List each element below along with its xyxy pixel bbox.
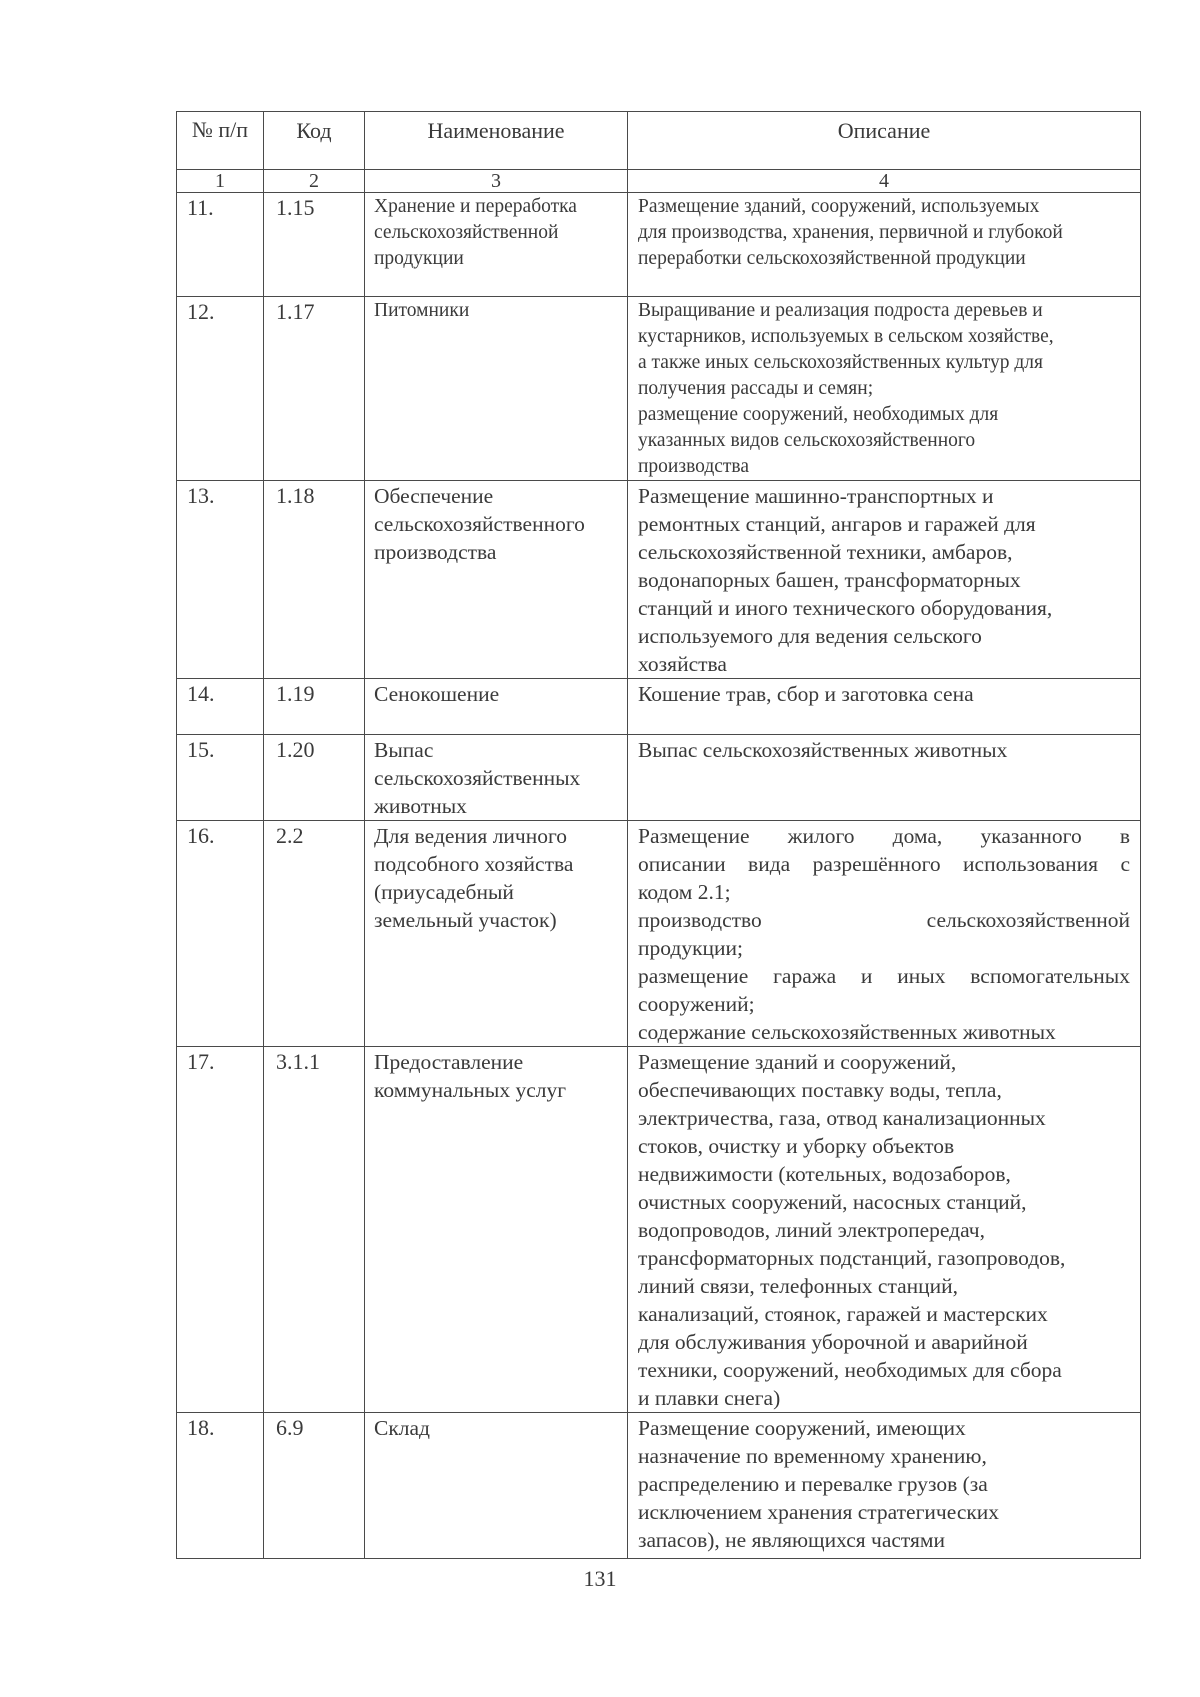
desc-line: Размещение сооружений, имеющих — [638, 1416, 966, 1440]
desc-line: недвижимости (котельных, водозаборов, — [638, 1162, 1011, 1186]
name-line: Обеспечение — [374, 484, 494, 508]
desc-line: водопроводов, линий электропередач, — [638, 1218, 985, 1242]
desc-line: сельскохозяйственной техники, амбаров, — [638, 540, 1013, 564]
desc-line: производство сельскохозяйственной — [638, 908, 1130, 932]
row-code: 1.15 — [264, 193, 365, 297]
name-line: животных — [374, 794, 467, 818]
header-row — [177, 112, 1141, 170]
row-num: 15. — [177, 735, 264, 821]
row-num: 17. — [177, 1047, 264, 1413]
desc-line: производства — [638, 456, 750, 477]
desc-line: и плавки снега) — [638, 1386, 781, 1410]
name-line: Предоставление — [374, 1050, 524, 1074]
desc-line: размещение сооружений, необходимых для — [638, 404, 999, 425]
column-number: 1 — [177, 170, 264, 193]
desc-line: кустарников, используемых в сельском хозяйстве, — [638, 326, 1054, 347]
row-code: 1.20 — [264, 735, 365, 821]
table-row — [177, 821, 1141, 1047]
name-line: Выпас — [374, 738, 434, 762]
desc-line: Кошение трав, сбор и заготовка сена — [638, 682, 974, 706]
desc-line: запасов), не являющихся частями — [638, 1528, 946, 1552]
desc-line: используемого для ведения сельского — [638, 624, 982, 648]
desc-line: Размещение зданий, сооружений, используемых — [638, 196, 1040, 217]
row-description — [628, 679, 1141, 735]
desc-line: размещение гаража и иных вспомогательных — [638, 964, 1130, 988]
name-line: сельскохозяйственных — [374, 766, 581, 790]
name-line: земельный участок) — [374, 908, 557, 932]
name-line: Для ведения личного — [374, 824, 568, 848]
row-description — [628, 297, 1141, 481]
header-code: Код — [264, 112, 365, 170]
desc-line: описании вида разрешённого использования с — [638, 852, 1130, 876]
row-name — [365, 679, 628, 735]
column-number-row — [177, 170, 1141, 193]
desc-line: кодом 2.1; — [638, 880, 731, 904]
desc-line: продукции; — [638, 936, 744, 960]
row-num: 14. — [177, 679, 264, 735]
row-name — [365, 297, 628, 481]
table-row — [177, 735, 1141, 821]
desc-line: исключением хранения стратегических — [638, 1500, 1000, 1524]
name-line: Питомники — [374, 300, 470, 321]
desc-line: назначение по временному хранению, — [638, 1444, 987, 1468]
desc-line: водонапорных башен, трансформаторных — [638, 568, 1021, 592]
row-name — [365, 193, 628, 297]
row-num: 18. — [177, 1413, 264, 1559]
desc-line: канализаций, стоянок, гаражей и мастерских — [638, 1302, 1048, 1326]
header-num: № п/п — [177, 112, 264, 170]
row-code: 1.19 — [264, 679, 365, 735]
desc-line: очистных сооружений, насосных станций, — [638, 1190, 1027, 1214]
table-row — [177, 481, 1141, 679]
row-description — [628, 481, 1141, 679]
name-line: Хранение и переработка — [374, 196, 577, 217]
name-line: сельскохозяйственного — [374, 512, 585, 536]
row-num: 13. — [177, 481, 264, 679]
desc-line: трансформаторных подстанций, газопроводов, — [638, 1246, 1066, 1270]
name-line: коммунальных услуг — [374, 1078, 567, 1102]
name-line: продукции — [374, 248, 464, 269]
row-name — [365, 735, 628, 821]
desc-line: для производства, хранения, первичной и глубокой — [638, 222, 1063, 243]
desc-line: хозяйства — [638, 652, 727, 676]
row-name — [365, 1413, 628, 1559]
desc-line: Размещение жилого дома, указанного в — [638, 824, 1130, 848]
row-description — [628, 735, 1141, 821]
name-line: сельскохозяйственной — [374, 222, 559, 243]
desc-line: ремонтных станций, ангаров и гаражей для — [638, 512, 1036, 536]
desc-line: линий связи, телефонных станций, — [638, 1274, 959, 1298]
desc-line: распределению и перевалке грузов (за — [638, 1472, 988, 1496]
desc-line: указанных видов сельскохозяйственного — [638, 430, 976, 451]
row-description — [628, 821, 1141, 1047]
table-row — [177, 1413, 1141, 1559]
row-name — [365, 821, 628, 1047]
desc-line: содержание сельскохозяйственных животных — [638, 1020, 1056, 1044]
row-num: 16. — [177, 821, 264, 1047]
header-name: Наименование — [365, 112, 628, 170]
row-code: 1.17 — [264, 297, 365, 481]
row-description — [628, 1413, 1141, 1559]
page-number: 131 — [583, 1566, 617, 1591]
desc-line: Размещение зданий и сооружений, — [638, 1050, 957, 1074]
desc-line: сооружений; — [638, 992, 755, 1016]
desc-line: а также иных сельскохозяйственных культур для — [638, 352, 1043, 373]
row-code: 3.1.1 — [264, 1047, 365, 1413]
row-num: 11. — [177, 193, 264, 297]
row-code: 2.2 — [264, 821, 365, 1047]
desc-line: получения рассады и семян; — [638, 378, 874, 399]
row-num: 12. — [177, 297, 264, 481]
row-description — [628, 193, 1141, 297]
name-line: Склад — [374, 1416, 430, 1440]
row-name — [365, 1047, 628, 1413]
name-line: (приусадебный — [374, 880, 514, 904]
table-row — [177, 297, 1141, 481]
table-row — [177, 1047, 1141, 1413]
table-row — [177, 679, 1141, 735]
name-line: Сенокошение — [374, 682, 500, 706]
column-number: 4 — [628, 170, 1141, 193]
column-number: 2 — [264, 170, 365, 193]
desc-line: Выращивание и реализация подроста деревьев и — [638, 300, 1043, 321]
column-number: 3 — [365, 170, 628, 193]
permitted-use-table — [176, 111, 1141, 1559]
desc-line: станций и иного технического оборудования, — [638, 596, 1053, 620]
desc-line: обеспечивающих поставку воды, тепла, — [638, 1078, 1002, 1102]
desc-line: Размещение машинно-транспортных и — [638, 484, 994, 508]
desc-line: Выпас сельскохозяйственных животных — [638, 738, 1008, 762]
name-line: производства — [374, 540, 497, 564]
name-line: подсобного хозяйства — [374, 852, 574, 876]
row-name — [365, 481, 628, 679]
row-code: 6.9 — [264, 1413, 365, 1559]
desc-line: техники, сооружений, необходимых для сбора — [638, 1358, 1062, 1382]
row-description — [628, 1047, 1141, 1413]
desc-line: для обслуживания уборочной и аварийной — [638, 1330, 1028, 1354]
table-row — [177, 193, 1141, 297]
desc-line: переработки сельскохозяйственной продукции — [638, 248, 1026, 269]
row-code: 1.18 — [264, 481, 365, 679]
header-description: Описание — [628, 112, 1141, 170]
desc-line: стоков, очистку и уборку объектов — [638, 1134, 955, 1158]
desc-line: электричества, газа, отвод канализационных — [638, 1106, 1046, 1130]
